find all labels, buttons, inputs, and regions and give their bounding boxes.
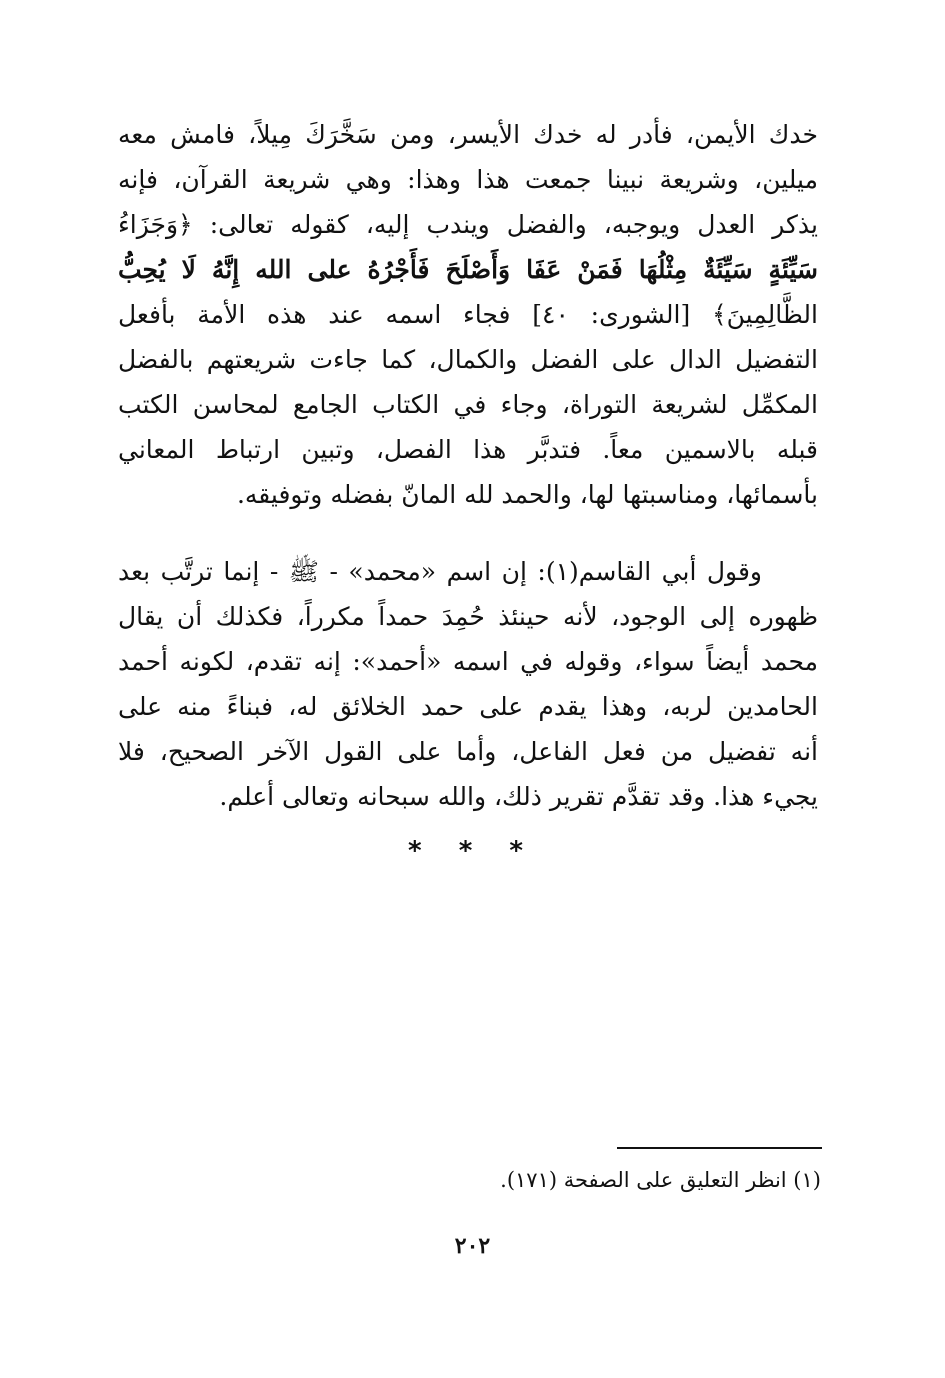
paragraph-1-line: يذكر العدل ويوجبه، والفضل ويندب إليه، كقوله تعالى: ﴿وَجَزَاءُ — [118, 210, 818, 239]
paragraph-1-line: الظَّالِمِينَ﴾ [الشورى: ٤٠] فجاء اسمه عند هذه الأمة بأفعل — [118, 300, 818, 329]
page-number: ٢٠٢ — [454, 1233, 491, 1259]
paragraph-2-line: وقول أبي القاسم(١): إن اسم «محمد» - ﷺ - إنما ترتَّب بعد — [118, 557, 763, 586]
paragraph-1-line: بأسمائها، ومناسبتها لها، والحمد لله المانّ بفضله وتوفيقه. — [236, 480, 818, 509]
quran-verse-line: سَيِّئَةٍ سَيِّئَةٌ مِثْلُهَا فَمَنْ عَفَا وَأَصْلَحَ فَأَجْرُهُ على الله إِنَّهُ لَا يُحِبُّ — [118, 255, 818, 284]
paragraph-2-line: محمد أيضاً سواء، وقوله في اسمه «أحمد»: إنه تقدم، لكونه أحمد — [118, 647, 818, 676]
paragraph-1-line: التفضيل الدال على الفضل والكمال، كما جاءت شريعتهم بالفضل — [118, 345, 818, 374]
footnote: (١) انظر التعليق على الصفحة (١٧١). — [500, 1168, 821, 1192]
paragraph-2-line: يجيء هذا. وقد تقدَّم تقرير ذلك، والله سبحانه وتعالى أعلم. — [219, 782, 818, 811]
paragraph-2-line: أنه تفضيل من فعل الفاعل، وأما على القول الآخر الصحيح، فلا — [118, 737, 818, 766]
paragraph-2 — [118, 549, 818, 819]
footnote-divider — [617, 1147, 822, 1149]
paragraph-1 — [118, 112, 818, 517]
section-separator: * * * — [408, 836, 537, 866]
paragraph-2-line: الحامدين لربه، وهذا يقدم على حمد الخلائق له، فبناءً منه على — [118, 692, 818, 721]
paragraph-2-line: ظهوره إلى الوجود، لأنه حينئذ حُمِدَ حمداً مكرراً، فكذلك أن يقال — [118, 602, 818, 631]
paragraph-1-line: ميلين، وشريعة نبينا جمعت هذا وهذا: وهي شريعة القرآن، فإنه — [118, 165, 818, 194]
paragraph-1-line: قبله بالاسمين معاً. فتدبَّر هذا الفصل، وتبين ارتباط المعاني — [118, 435, 818, 464]
paragraph-1-line: المكمِّل لشريعة التوراة، وجاء في الكتاب الجامع لمحاسن الكتب — [118, 390, 818, 419]
paragraph-1-line: خدك الأيمن، فأدر له خدك الأيسر، ومن سَخَّرَكَ مِيلاً، فامش معه — [118, 120, 818, 149]
